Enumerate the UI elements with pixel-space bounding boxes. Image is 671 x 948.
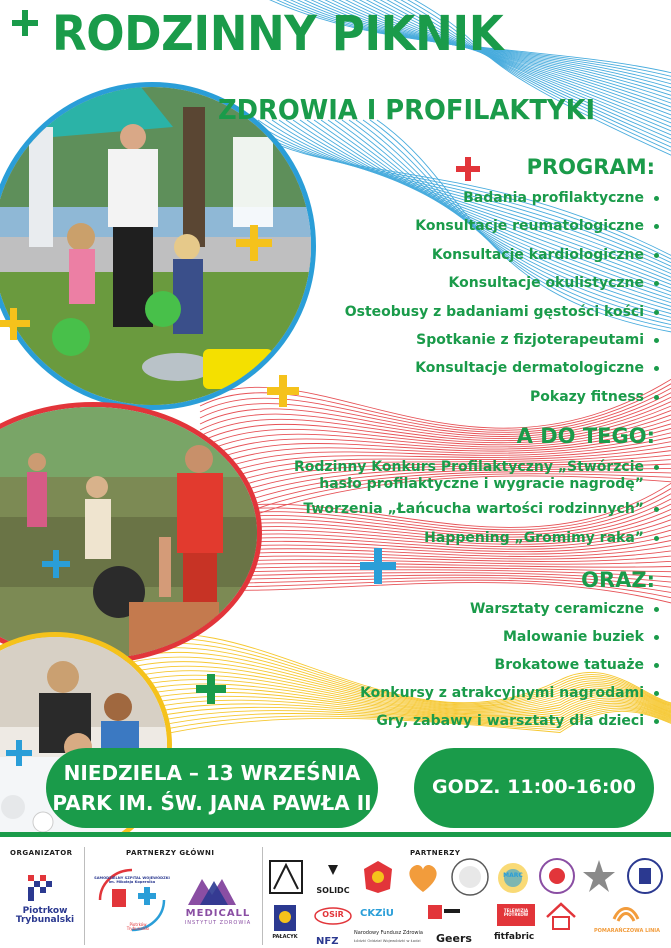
list-item-line: Konsultacje kardiologiczne xyxy=(431,246,644,263)
fitfabric-logo-text: fitfabric xyxy=(494,932,535,942)
plus-icon xyxy=(265,373,301,409)
program-list xyxy=(345,190,671,417)
city-guard-badge-icon xyxy=(626,857,664,895)
plus-icon xyxy=(10,8,40,38)
poster-subtitle: ZDROWIA I PROFILAKTYKI xyxy=(218,93,596,126)
list-item-line: Konsultacje dermatologiczne xyxy=(415,360,644,377)
list-item xyxy=(360,657,671,685)
hospital-logo-city: Piotrków Trybunalski xyxy=(126,922,150,932)
list-item-line: Rodzinny Konkurs Profilaktyczny „Stwórzcie xyxy=(294,459,644,475)
telewizja-logo-text: TELEWIZJA PIOTRKÓW xyxy=(503,908,529,918)
bullet-icon xyxy=(654,719,659,724)
event-hours-pill xyxy=(414,748,654,828)
event-date-place-pill xyxy=(46,748,378,828)
piotrkow-logo-icon xyxy=(22,873,62,905)
list-item-text xyxy=(345,304,644,321)
solidc-logo-icon xyxy=(312,863,354,887)
bullet-icon xyxy=(654,310,659,315)
list-item-line: Badania profilaktyczne xyxy=(463,190,644,206)
list-item xyxy=(345,332,671,360)
nfz-logo-text: NFZ xyxy=(316,936,339,947)
list-item-text xyxy=(376,713,644,730)
list-item xyxy=(345,190,671,218)
list-item xyxy=(345,275,671,303)
police-star-icon xyxy=(582,859,616,893)
list-item xyxy=(294,501,671,530)
plus-icon xyxy=(454,155,482,183)
nfz-branch: Łódzki Oddział Wojewódzki w Łodzi xyxy=(354,938,421,943)
university-seal-icon xyxy=(538,857,576,895)
list-item-line: Spotkanie z fizjoterapeutami xyxy=(416,331,644,348)
bullet-icon xyxy=(654,224,659,229)
marc-logo-text: MARC xyxy=(503,872,523,879)
plus-icon xyxy=(40,548,72,580)
list-item-text xyxy=(449,275,644,292)
nfz-full-name: Narodowy Fundusz Zdrowia xyxy=(354,930,423,936)
list-item-text xyxy=(424,530,644,547)
stowarzyszenie-logo-icon xyxy=(426,903,462,925)
list-item-text xyxy=(294,459,644,493)
house-logo-icon xyxy=(544,901,578,931)
palacyk-logo-text: PAŁACYK xyxy=(272,934,298,940)
program-heading: PROGRAM: xyxy=(526,155,655,179)
hospital-logo-line2: im. Mikołaja Kopernika xyxy=(108,879,156,884)
event-place: PARK IM. ŚW. JANA PAWŁA II xyxy=(52,791,372,815)
ckziu-logo-text: CKZiU xyxy=(360,908,394,919)
solidc-logo-text: SOLIDC xyxy=(316,886,350,895)
plus-icon xyxy=(4,738,34,768)
list-item xyxy=(345,389,671,417)
hospital-logo-line1: SAMODZIELNY SZPITAL WOJEWÓDZKI xyxy=(94,876,170,880)
bullet-icon xyxy=(654,281,659,286)
list-item xyxy=(360,685,671,713)
footer-separator xyxy=(262,847,263,945)
heart-partner-logo-icon xyxy=(404,859,442,895)
organizer-logo-text xyxy=(10,907,80,926)
partners-footer xyxy=(0,837,671,948)
list-item-text xyxy=(360,685,644,702)
bullet-icon xyxy=(654,635,659,640)
bullet-icon xyxy=(654,366,659,371)
bullet-icon xyxy=(654,663,659,668)
list-item-text xyxy=(432,247,644,264)
list-item-text xyxy=(303,501,644,518)
palacyk-logo-icon xyxy=(272,903,298,933)
list-item xyxy=(360,713,671,741)
event-hours: GODZ. 11:00-16:00 xyxy=(432,776,636,798)
bullet-icon xyxy=(654,536,659,541)
organizer-heading: ORGANIZATOR xyxy=(10,849,73,857)
list-item-line: Konsultacje okulistyczne xyxy=(448,275,644,292)
bullet-icon xyxy=(654,607,659,612)
list-item-line: Happening „Gromimy raka” xyxy=(424,530,644,546)
list-item-line: Osteobusy z badaniami gęstości kości xyxy=(344,303,644,320)
list-item-line: Pokazy fitness xyxy=(530,388,644,405)
list-item-line: Malowanie buziek xyxy=(502,629,644,645)
list-item-line: Konkursy z atrakcyjnymi nagrodami xyxy=(360,685,644,701)
list-item-text xyxy=(495,657,644,674)
event-date: NIEDZIELA – 13 WRZEŚNIA xyxy=(63,761,361,785)
also-heading: ORAZ: xyxy=(581,568,655,592)
extras-heading: A DO TEGO: xyxy=(516,424,655,448)
list-item xyxy=(345,247,671,275)
organizer-logo-line2: Trybunalski xyxy=(15,915,75,926)
hospital-logo-text xyxy=(94,877,170,885)
list-item xyxy=(294,530,671,559)
partners-heading: PARTNERZY xyxy=(410,849,461,857)
list-item xyxy=(345,218,671,246)
list-item-line: Tworzenia „Łańcucha wartości rodzinnych” xyxy=(303,501,644,517)
medicall-logo-name: MEDICALL xyxy=(185,908,251,919)
list-item-text xyxy=(470,601,644,618)
plus-icon xyxy=(234,223,274,263)
list-item xyxy=(360,601,671,629)
piotrkow-partner-badge-icon xyxy=(450,857,490,897)
list-item xyxy=(360,629,671,657)
partner-museum-logo-icon xyxy=(268,859,304,895)
footer-separator xyxy=(84,847,85,945)
list-item-text xyxy=(415,360,644,377)
list-item xyxy=(345,304,671,332)
list-item-text xyxy=(530,389,644,406)
extras-list xyxy=(294,459,671,559)
plus-icon xyxy=(194,672,228,706)
list-item-line: Konsultacje reumatologiczne xyxy=(415,218,644,235)
pomaranczowa-linia-text: POMARAŃCZOWA LINIA xyxy=(593,928,661,934)
main-partners-heading: PARTNERZY GŁÓWNI xyxy=(126,849,215,857)
bullet-icon xyxy=(654,196,659,201)
bullet-icon xyxy=(654,338,659,343)
bullet-icon xyxy=(654,507,659,512)
list-item-line: hasło profilaktyczne i wygracie nagrodę” xyxy=(319,476,644,492)
bullet-icon xyxy=(654,395,659,400)
bullet-icon xyxy=(654,465,659,470)
pomaranczowa-linia-logo-icon xyxy=(610,901,642,927)
list-item-text xyxy=(503,629,644,646)
list-item-line: Gry, zabawy i warsztaty dla dzieci xyxy=(376,713,644,729)
list-item-text xyxy=(463,190,644,207)
medicall-logo-tagline: INSTYTUT ZDROWIA xyxy=(184,920,252,926)
poster-title: RODZINNY PIKNIK xyxy=(52,6,504,62)
list-item-line: Brokatowe tatuaże xyxy=(494,657,644,673)
bullet-icon xyxy=(654,691,659,696)
list-item-text xyxy=(415,218,644,235)
organizer-logo-line1: Piotrkow xyxy=(22,906,68,916)
plus-icon xyxy=(0,306,32,342)
bullet-icon xyxy=(654,253,659,258)
list-item xyxy=(294,459,671,501)
list-item xyxy=(345,360,671,388)
geers-logo-text: Geers xyxy=(436,932,472,945)
osir-logo-text: OSiR xyxy=(322,910,344,919)
fire-brigade-logo-icon xyxy=(362,859,394,895)
list-item-text xyxy=(416,332,644,349)
also-list xyxy=(360,601,671,741)
list-item-line: Warsztaty ceramiczne xyxy=(469,601,644,617)
medicall-logo-icon xyxy=(186,877,250,907)
